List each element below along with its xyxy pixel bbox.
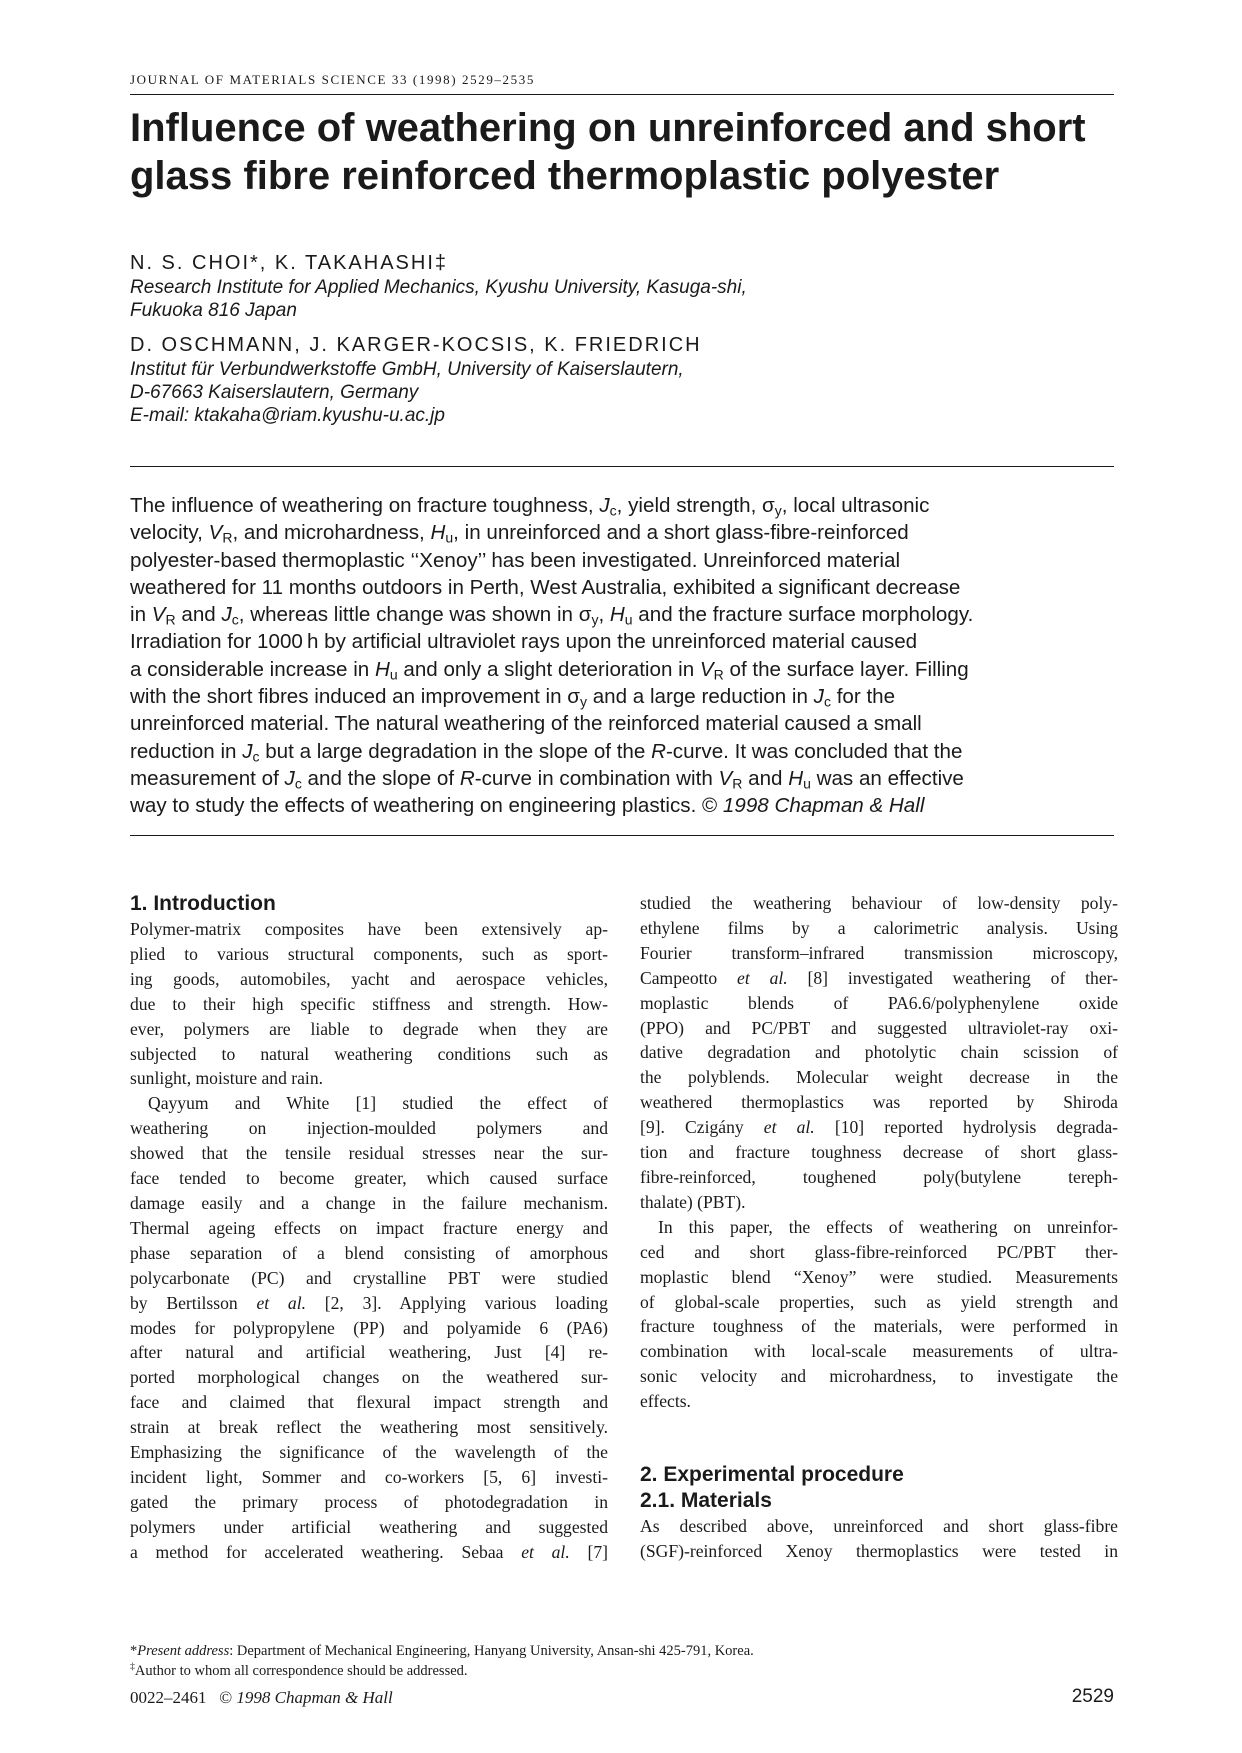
intro-paragraph-1: Polymer-matrix composites have been extensively ap- plied to various structural components, such as sport- ing goods, automobiles, yacht and aerospace vehicles, due to their high specific stiffness and strength. How- ever, polymers are liable to degrade when they are subjected to natural weathering conditions such as sunlight, moisture and rain. [130, 919, 608, 1089]
affiliation-1-line-2: Fukuoka 816 Japan [130, 300, 297, 321]
affiliation-2-line-1: Institut für Verbundwerkstoffe GmbH, University of Kaiserslautern, [130, 359, 684, 380]
intro-paragraph-2: Qayyum and White [1] studied the effect of weathering on injection-moulded polymers and showed that the tensile residual stresses near the sur- face tended to become greater, which caused surface damage easily and a change in the failure mechanism. Thermal ageing effects on impact fracture energy and phase separation of a blend consisting of amorphous polycarbonate (PC) and crystalline PBT were studied by Bertilsson et al. [2, 3]. Applying various loading modes for polypropylene (PP) and polyamide 6 (PA6) after natural and artificial weathering, Just [4] re- ported morphological changes on the weathered sur- face and claimed that flexural impact strength and strain at break reflect the weathering most sensitively. Emphasizing the significance of the wavelength of the incident light, Sommer and co-workers [5, 6] investi- gated the primary process of photodegradation in polymers under artificial weathering and suggested a method for accelerated weathering. Sebaa et al. [7] [130, 1093, 608, 1562]
author-email: E-mail: ktakaha@riam.kyushu-u.ac.jp [130, 405, 445, 426]
footnote-present-address: *Present address: Department of Mechanical Engineering, Hanyang University, Ansan-shi 425-791, Korea. [130, 1643, 754, 1659]
footnote-correspondence: ‡Author to whom all correspondence should be addressed. [130, 1661, 468, 1679]
intro-paragraph-2-continued: studied the weathering behaviour of low-density poly- ethylene films by a calorimetric analysis. Using Fourier transform–infrared transmission microscopy, Campeotto et al. [8] investigated weathering of ther- moplastic blends of PA6.6/polyphenylene oxide (PPO) and PC/PBT and suggested ultraviolet-ray oxi- dative degradation and photolytic chain scission of the polyblends. Molecular weight decrease in the weathered thermoplastics was reported by Shiroda [9]. Czigány et al. [10] reported hydrolysis degrada- tion and fracture toughness decrease of short glass- fibre-reinforced, toughened poly(butylene tereph- thalate) (PBT). [640, 893, 1118, 1212]
abstract-bottom-rule [130, 835, 1114, 836]
abstract: The influence of weathering on fracture toughness, $J_c$, yield strength, $\sigma_y$, local ultrasonic velocity, $V_R$, and microhardness, $H_u$, in unreinforced and a short glass-fibre-reinforced polyester-based thermoplastic ‘‘Xenoy’’ has been investigated. Unreinforced material weathered for 11 months outdoors in Perth, West Australia, exhibited a significant decrease in $V_R$ and $J_c$, whereas little change was shown in $\sigma_y$, $H_u$ and the fracture surface morphology. Irradiation for 1000 h by artificial ultraviolet rays upon the unreinforced material caused a considerable increase in $H_u$ and only a slight deterioration in $V_R$ of the surface layer. Filling with the short fibres induced an improvement in $\sigma_y$ and a large reduction in $J_c$ for the unreinforced material. The natural weathering of the reinforced material caused a small reduction in $J_c$ but a large degradation in the slope of the R-curve. It was concluded that the measurement of $J_c$ and the slope of R-curve in combination with $V_R$ and $H_u$ was an effective way to study the effects of weathering on engineering plastics. © 1998 Chapman & Hall [130, 494, 974, 818]
intro-paragraph-3: In this paper, the effects of weathering on unreinfor- ced and short glass-fibre-reinforced PC/PBT ther- moplastic blend “Xenoy” were studied. Measurements of global-scale properties, such as yield strength and fracture toughness of the materials, were performed in combination with local-scale measurements of ultra- sonic velocity and microhardness, to investigate the effects. [640, 1216, 1118, 1412]
author-block [130, 250, 1110, 427]
footer-copyright: 1998 Chapman & Hall [236, 1688, 393, 1707]
right-column [640, 891, 1118, 1564]
footnotes [130, 1641, 754, 1681]
author-names-group-1: N. S. CHOI*, K. TAKAHASHI‡ [130, 252, 448, 274]
section-heading-experimental: 2. Experimental procedure [640, 1463, 904, 1487]
footer-code: 0022–2461 © 1998 Chapman & Hall [130, 1688, 393, 1707]
subsection-heading-materials: 2.1. Materials [640, 1489, 772, 1513]
materials-paragraph-1: As described above, unreinforced and short glass-fibre (SGF)-reinforced Xenoy thermoplastics were tested in [640, 1516, 1118, 1561]
abstract-top-rule [130, 466, 1114, 467]
left-column [130, 891, 608, 1565]
paper-title: Influence of weathering on unreinforced and short glass fibre reinforced thermoplastic polyester [130, 106, 1086, 198]
affiliation-2-line-2: D-67663 Kaiserslautern, Germany [130, 382, 419, 403]
running-head: JOURNAL OF MATERIALS SCIENCE 33 (1998) 2529–2535 [130, 72, 535, 87]
section-heading-introduction: 1. Introduction [130, 892, 276, 915]
abstract-copyright: 1998 Chapman & Hall [722, 794, 925, 818]
author-names-group-2: D. OSCHMANN, J. KARGER-KOCSIS, K. FRIEDRICH [130, 334, 702, 356]
affiliation-1-line-1: Research Institute for Applied Mechanics, Kyushu University, Kasuga-shi, [130, 277, 747, 298]
page-number: 2529 [1071, 1686, 1114, 1707]
header-rule [130, 94, 1114, 95]
